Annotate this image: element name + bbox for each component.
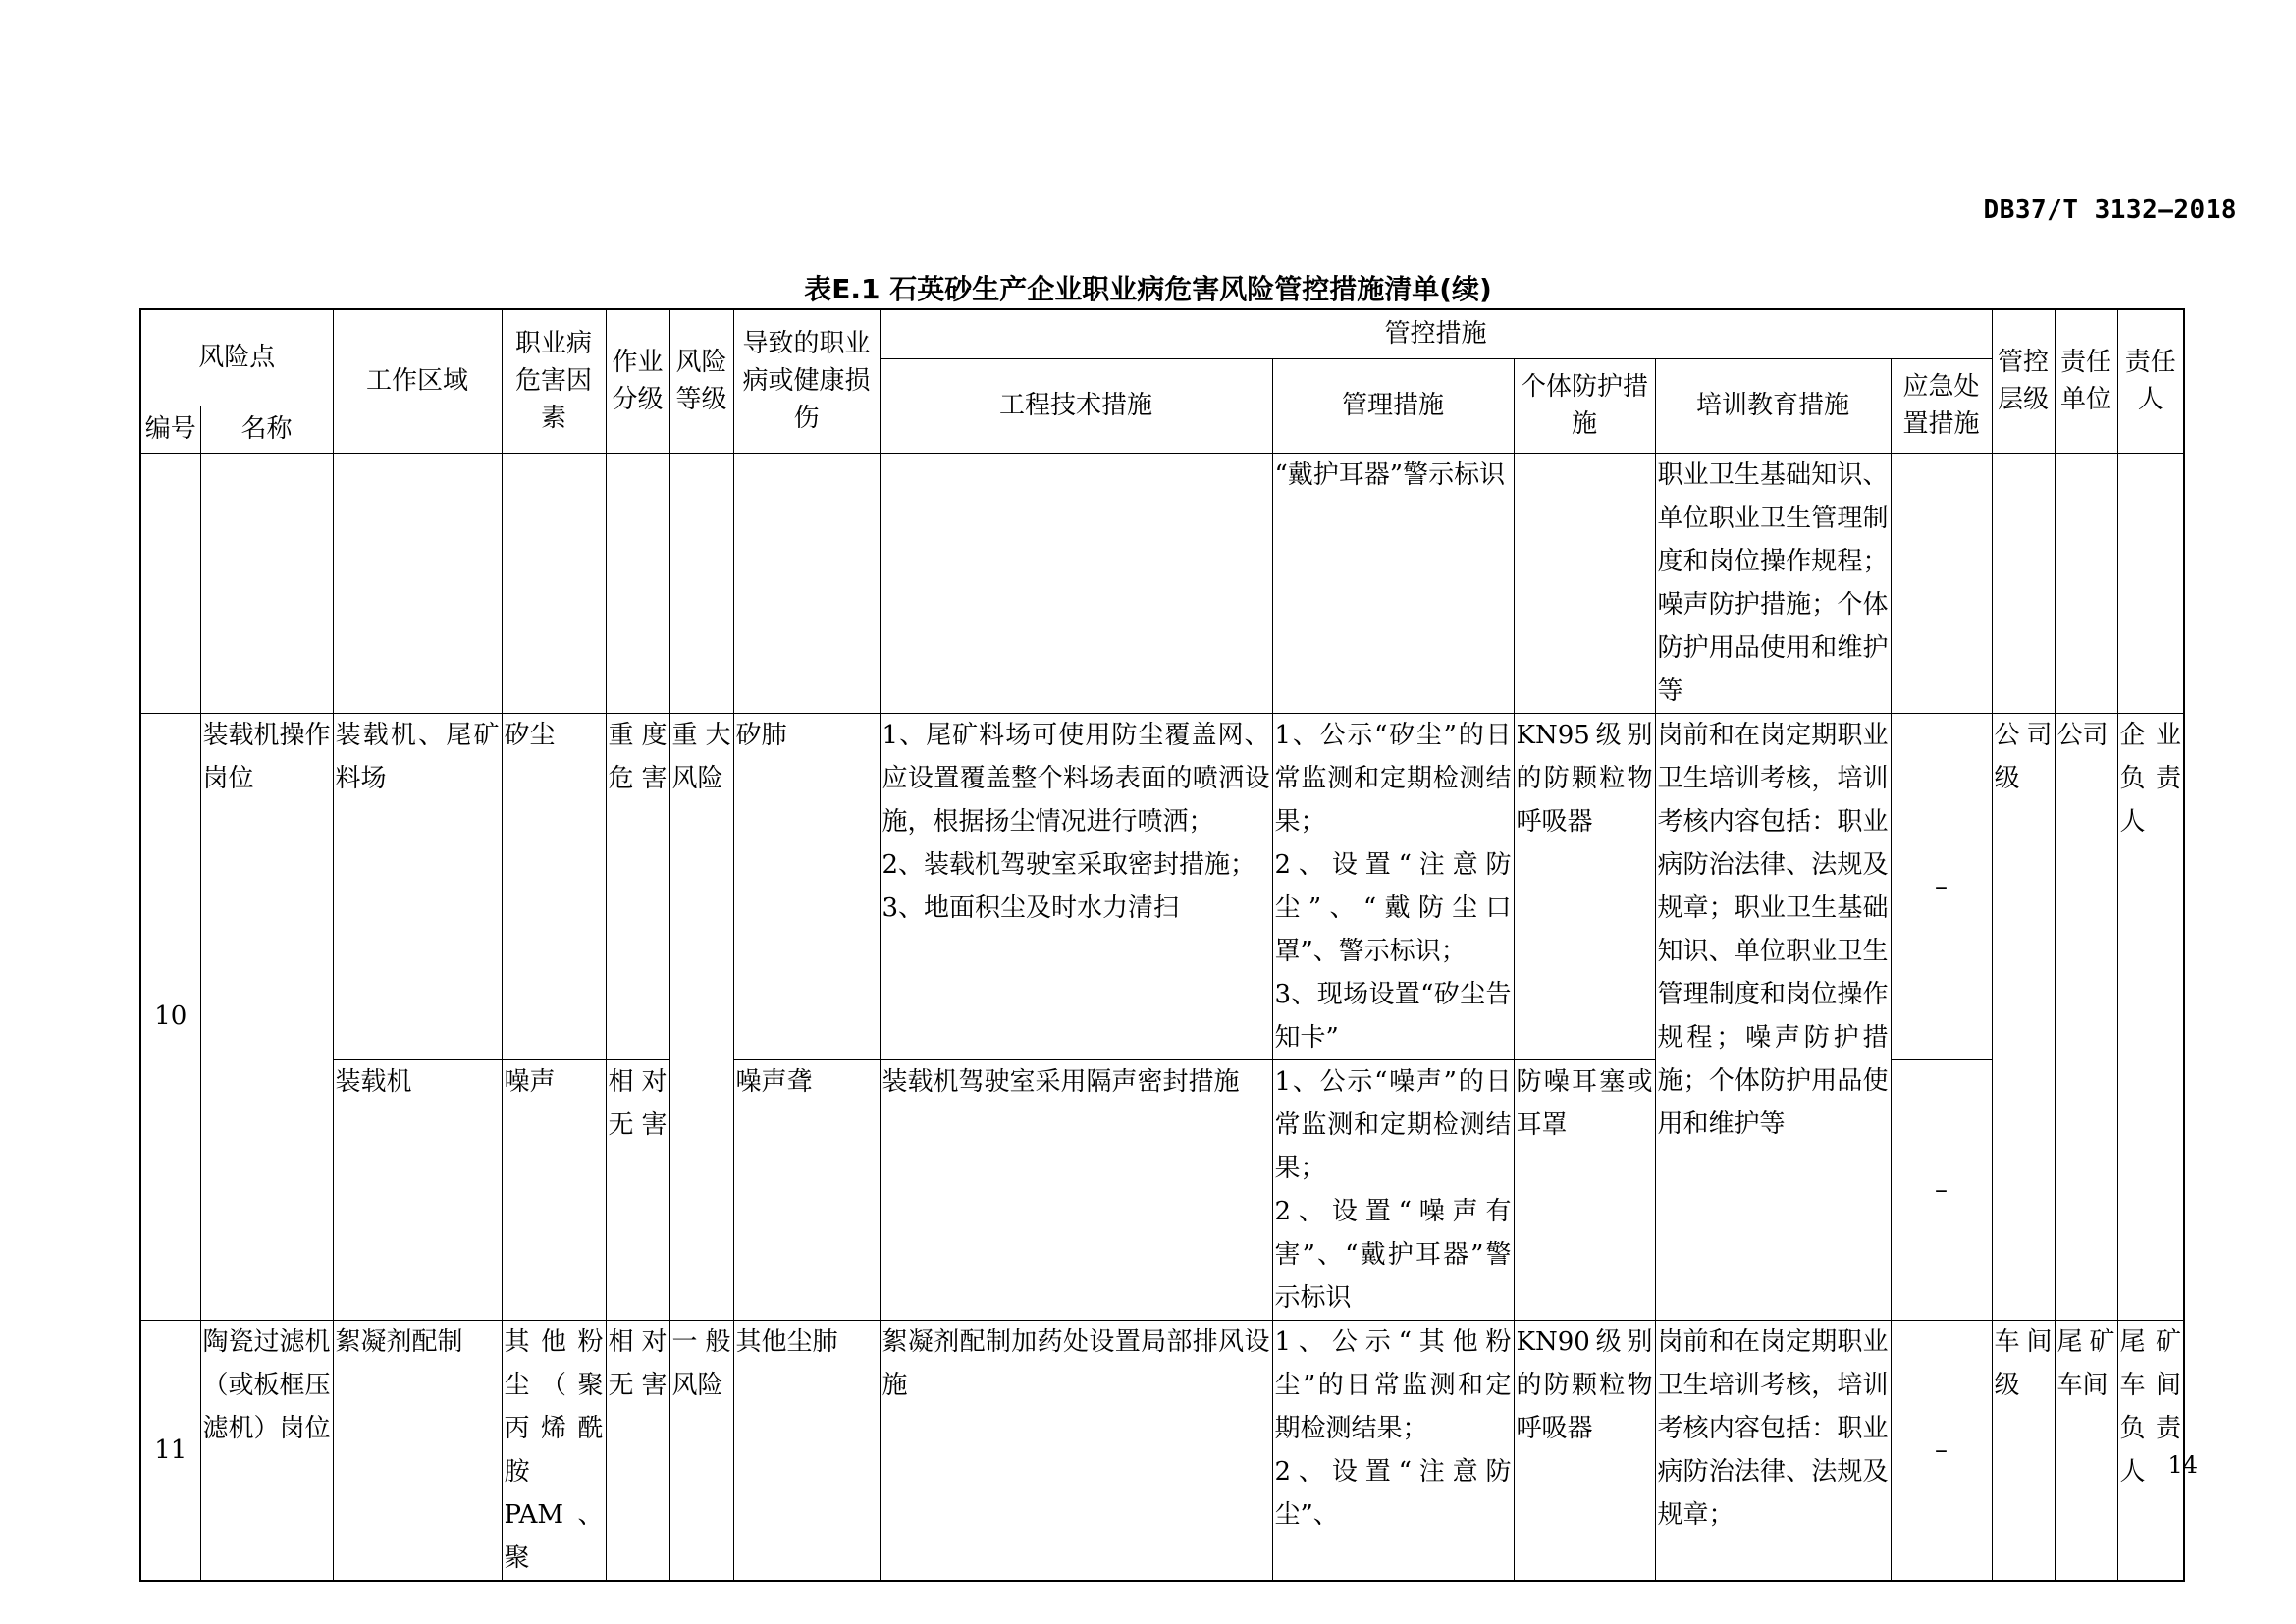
cell-management: 1、公示“矽尘”的日常监测和定期检测结果； 2、设置“注意防尘”、“戴防尘口罩”、警示标识； 3、现场设置“矽尘告知卡”: [1272, 713, 1514, 1059]
header-risk-level: 风险等级: [669, 309, 733, 453]
header-control-measures: 管控措施: [880, 309, 1992, 358]
header-hazard-factor: 职业病危害因素: [502, 309, 606, 453]
header-work-grade: 作业分级: [606, 309, 669, 453]
cell-ppe: KN95级别的防颗粒物呼吸器: [1514, 713, 1655, 1059]
table-row-11: [140, 1320, 2184, 1581]
cell-training: 岗前和在岗定期职业卫生培训考核，培训考核内容包括：职业病防治法律、法规及规章；: [1655, 1320, 1891, 1581]
table-row-continuation: [140, 453, 2184, 713]
cell-resp-person: 企业负责人: [2117, 713, 2184, 1320]
cell-engineering: 装载机驾驶室采用隔声密封措施: [880, 1059, 1272, 1320]
cell-risk-level: 重大风险: [669, 713, 733, 1320]
table-row-10a: [140, 713, 2184, 1059]
cell-disease: 噪声聋: [733, 1059, 880, 1320]
cell-management: 1、公示“噪声”的日常监测和定期检测结果； 2、设置“噪声有害”、“戴护耳器”警示标识: [1272, 1059, 1514, 1320]
header-work-area: 工作区域: [333, 309, 502, 453]
header-management: 管理措施: [1272, 358, 1514, 453]
cell-training: 职业卫生基础知识、单位职业卫生管理制度和岗位操作规程；噪声防护措施；个体防护用品使用和维护等: [1655, 453, 1891, 713]
cell-resp-unit: 尾矿车间: [2055, 1320, 2117, 1581]
cell-work-area: 絮凝剂配制: [333, 1320, 502, 1581]
header-control-level: 管控层级: [1992, 309, 2055, 453]
header-emergency: 应急处置措施: [1891, 358, 1992, 453]
cell-work-area: 装载机、尾矿料场: [333, 713, 502, 1059]
cell-hazard: 其他粉尘（聚丙烯酰胺PAM、聚: [502, 1320, 606, 1581]
cell-work-area: 装载机: [333, 1059, 502, 1320]
cell-name: 陶瓷过滤机（或板框压滤机）岗位: [200, 1320, 333, 1581]
header-resp-unit: 责任单位: [2055, 309, 2117, 453]
cell-risk-level: 一般风险: [669, 1320, 733, 1581]
cell-ppe: KN90级别的防颗粒物呼吸器: [1514, 1320, 1655, 1581]
cell-work-grade: 相对无害: [606, 1320, 669, 1581]
cell-number: 11: [140, 1320, 200, 1581]
page-number: 14: [2167, 1451, 2198, 1479]
header-disease: 导致的职业病或健康损伤: [733, 309, 880, 453]
cell-management: 1、公示“其他粉尘”的日常监测和定期检测结果； 2、设置“注意防尘”、: [1272, 1320, 1514, 1581]
header-engineering: 工程技术措施: [880, 358, 1272, 453]
risk-control-table-body: [139, 308, 2185, 1582]
cell-ppe: 防噪耳塞或耳罩: [1514, 1059, 1655, 1320]
table-title: 表E.1 石英砂生产企业职业病危害风险管控措施清单(续): [804, 273, 1492, 305]
cell-name: 装载机操作岗位: [200, 713, 333, 1320]
cell-control-level: 公司级: [1992, 713, 2055, 1320]
cell-work-grade: 相对无害: [606, 1059, 669, 1320]
header-number: 编号: [140, 406, 200, 453]
cell-disease: 矽肺: [733, 713, 880, 1059]
cell-disease: 其他尘肺: [733, 1320, 880, 1581]
cell-emergency: –: [1891, 713, 1992, 1059]
header-resp-person: 责任人: [2117, 309, 2184, 453]
cell-resp-unit: 公司: [2055, 713, 2117, 1320]
cell-emergency: –: [1891, 1059, 1992, 1320]
cell-control-level: 车间级: [1992, 1320, 2055, 1581]
cell-hazard: 矽尘: [502, 713, 606, 1059]
cell-number: 10: [140, 713, 200, 1320]
cell-management: “戴护耳器”警示标识: [1272, 453, 1514, 713]
cell-resp-person: 尾矿车间负责人: [2117, 1320, 2184, 1581]
cell-work-grade: 重度危害: [606, 713, 669, 1059]
cell-engineering: 1、尾矿料场可使用防尘覆盖网、应设置覆盖整个料场表面的喷洒设施，根据扬尘情况进行喷洒； 2、装载机驾驶室采取密封措施； 3、地面积尘及时水力清扫: [880, 713, 1272, 1059]
standard-code: DB37/T 3132—2018: [1983, 195, 2237, 225]
header-training: 培训教育措施: [1655, 358, 1891, 453]
header-ppe: 个体防护措施: [1514, 358, 1655, 453]
cell-hazard: 噪声: [502, 1059, 606, 1320]
cell-training: 岗前和在岗定期职业卫生培训考核，培训考核内容包括：职业病防治法律、法规及规章；职业卫生基础知识、单位职业卫生管理制度和岗位操作规程；噪声防护措施；个体防护用品使用和维护等: [1655, 713, 1891, 1320]
cell-engineering: 絮凝剂配制加药处设置局部排风设施: [880, 1320, 1272, 1581]
header-name: 名称: [200, 406, 333, 453]
header-risk-point: 风险点: [140, 309, 333, 406]
cell-emergency: –: [1891, 1320, 1992, 1581]
